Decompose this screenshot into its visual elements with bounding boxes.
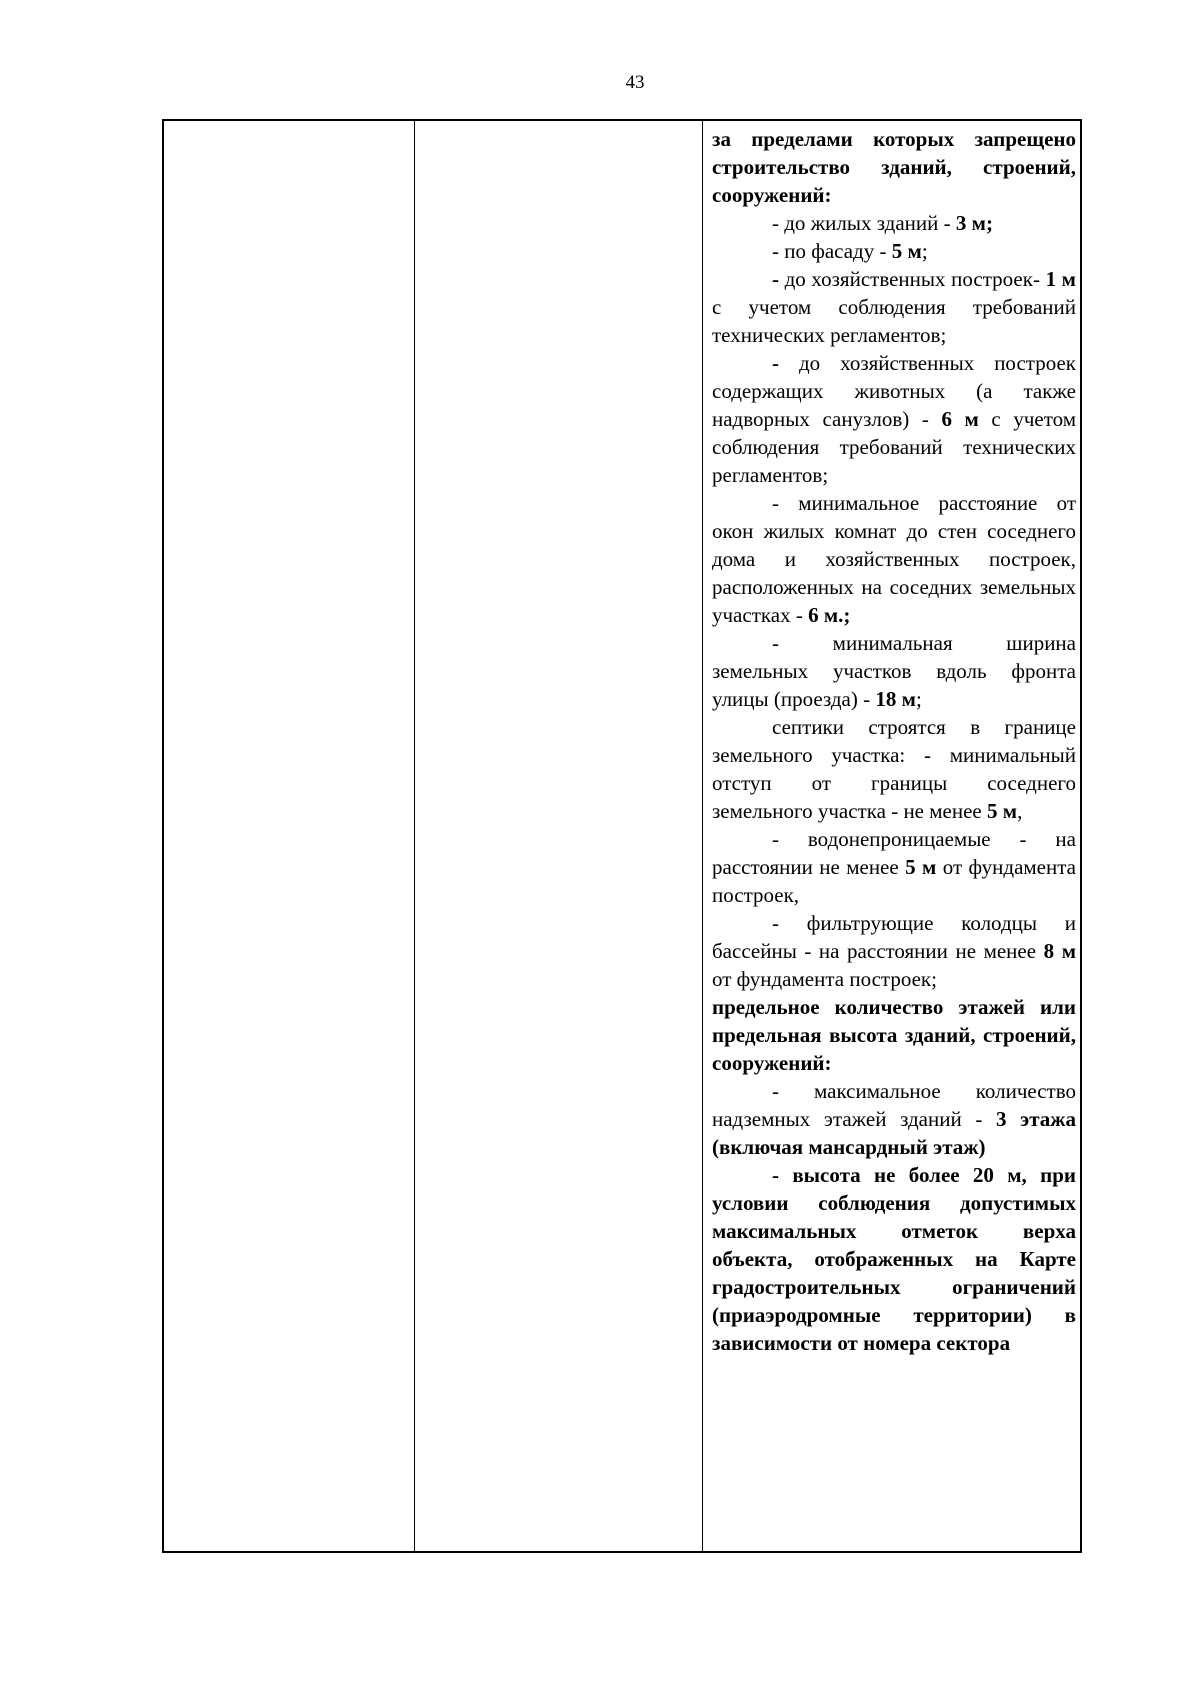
paragraph-septic: септики строятся в границе земельного участка: - минимальный отступ от границы соседнего земельного участка - не менее 5 м, [712, 715, 1076, 823]
column-divider [414, 121, 415, 1551]
paragraph-animal-outbuildings: - до хозяйственных построек содержащих животных (а также надворных санузлов) - 6 м с учетом соблюдения требований технических регламентов; [712, 351, 1076, 487]
paragraph-facade: - по фасаду - 5 м; [772, 239, 928, 263]
paragraph-filter-wells: - фильтрующие колодцы и бассейны - на расстоянии не менее 8 м от фундамента построек; [712, 911, 1076, 991]
paragraph-max-floors: - максимальное количество надземных этажей зданий - 3 этажа (включая мансардный этаж) [712, 1079, 1076, 1159]
table-cell-col3 [712, 125, 1076, 1357]
paragraph-window-distance: - минимальное расстояние от окон жилых комнат до стен соседнего дома и хозяйственных построек, расположенных на соседних земельных участках - 6 м.; [712, 491, 1076, 627]
paragraph-residential: - до жилых зданий - 3 м; [772, 211, 993, 235]
column-divider [702, 121, 703, 1551]
paragraph-waterproof: - водонепроницаемые - на расстоянии не менее 5 м от фундамента построек, [712, 827, 1076, 907]
paragraph-floors-heading: предельное количество этажей или предельная высота зданий, строений, сооружений: [712, 995, 1076, 1075]
regulations-table [162, 119, 1082, 1553]
paragraph-setback-heading: за пределами которых запрещено строительство зданий, строений, сооружений: [712, 127, 1076, 207]
paragraph-outbuildings: - до хозяйственных построек- 1 м с учетом соблюдения требований технических регламентов; [712, 267, 1076, 347]
paragraph-max-height: - высота не более 20 м, при условии соблюдения допустимых максимальных отметок верха объекта, отображенных на Карте градостроительных ограничений (приаэродромные территории) в зависимости от номера сектора [712, 1163, 1076, 1355]
paragraph-plot-width: - минимальная ширина земельных участков вдоль фронта улицы (проезда) - 18 м; [712, 631, 1076, 711]
page-number: 43 [625, 72, 645, 93]
